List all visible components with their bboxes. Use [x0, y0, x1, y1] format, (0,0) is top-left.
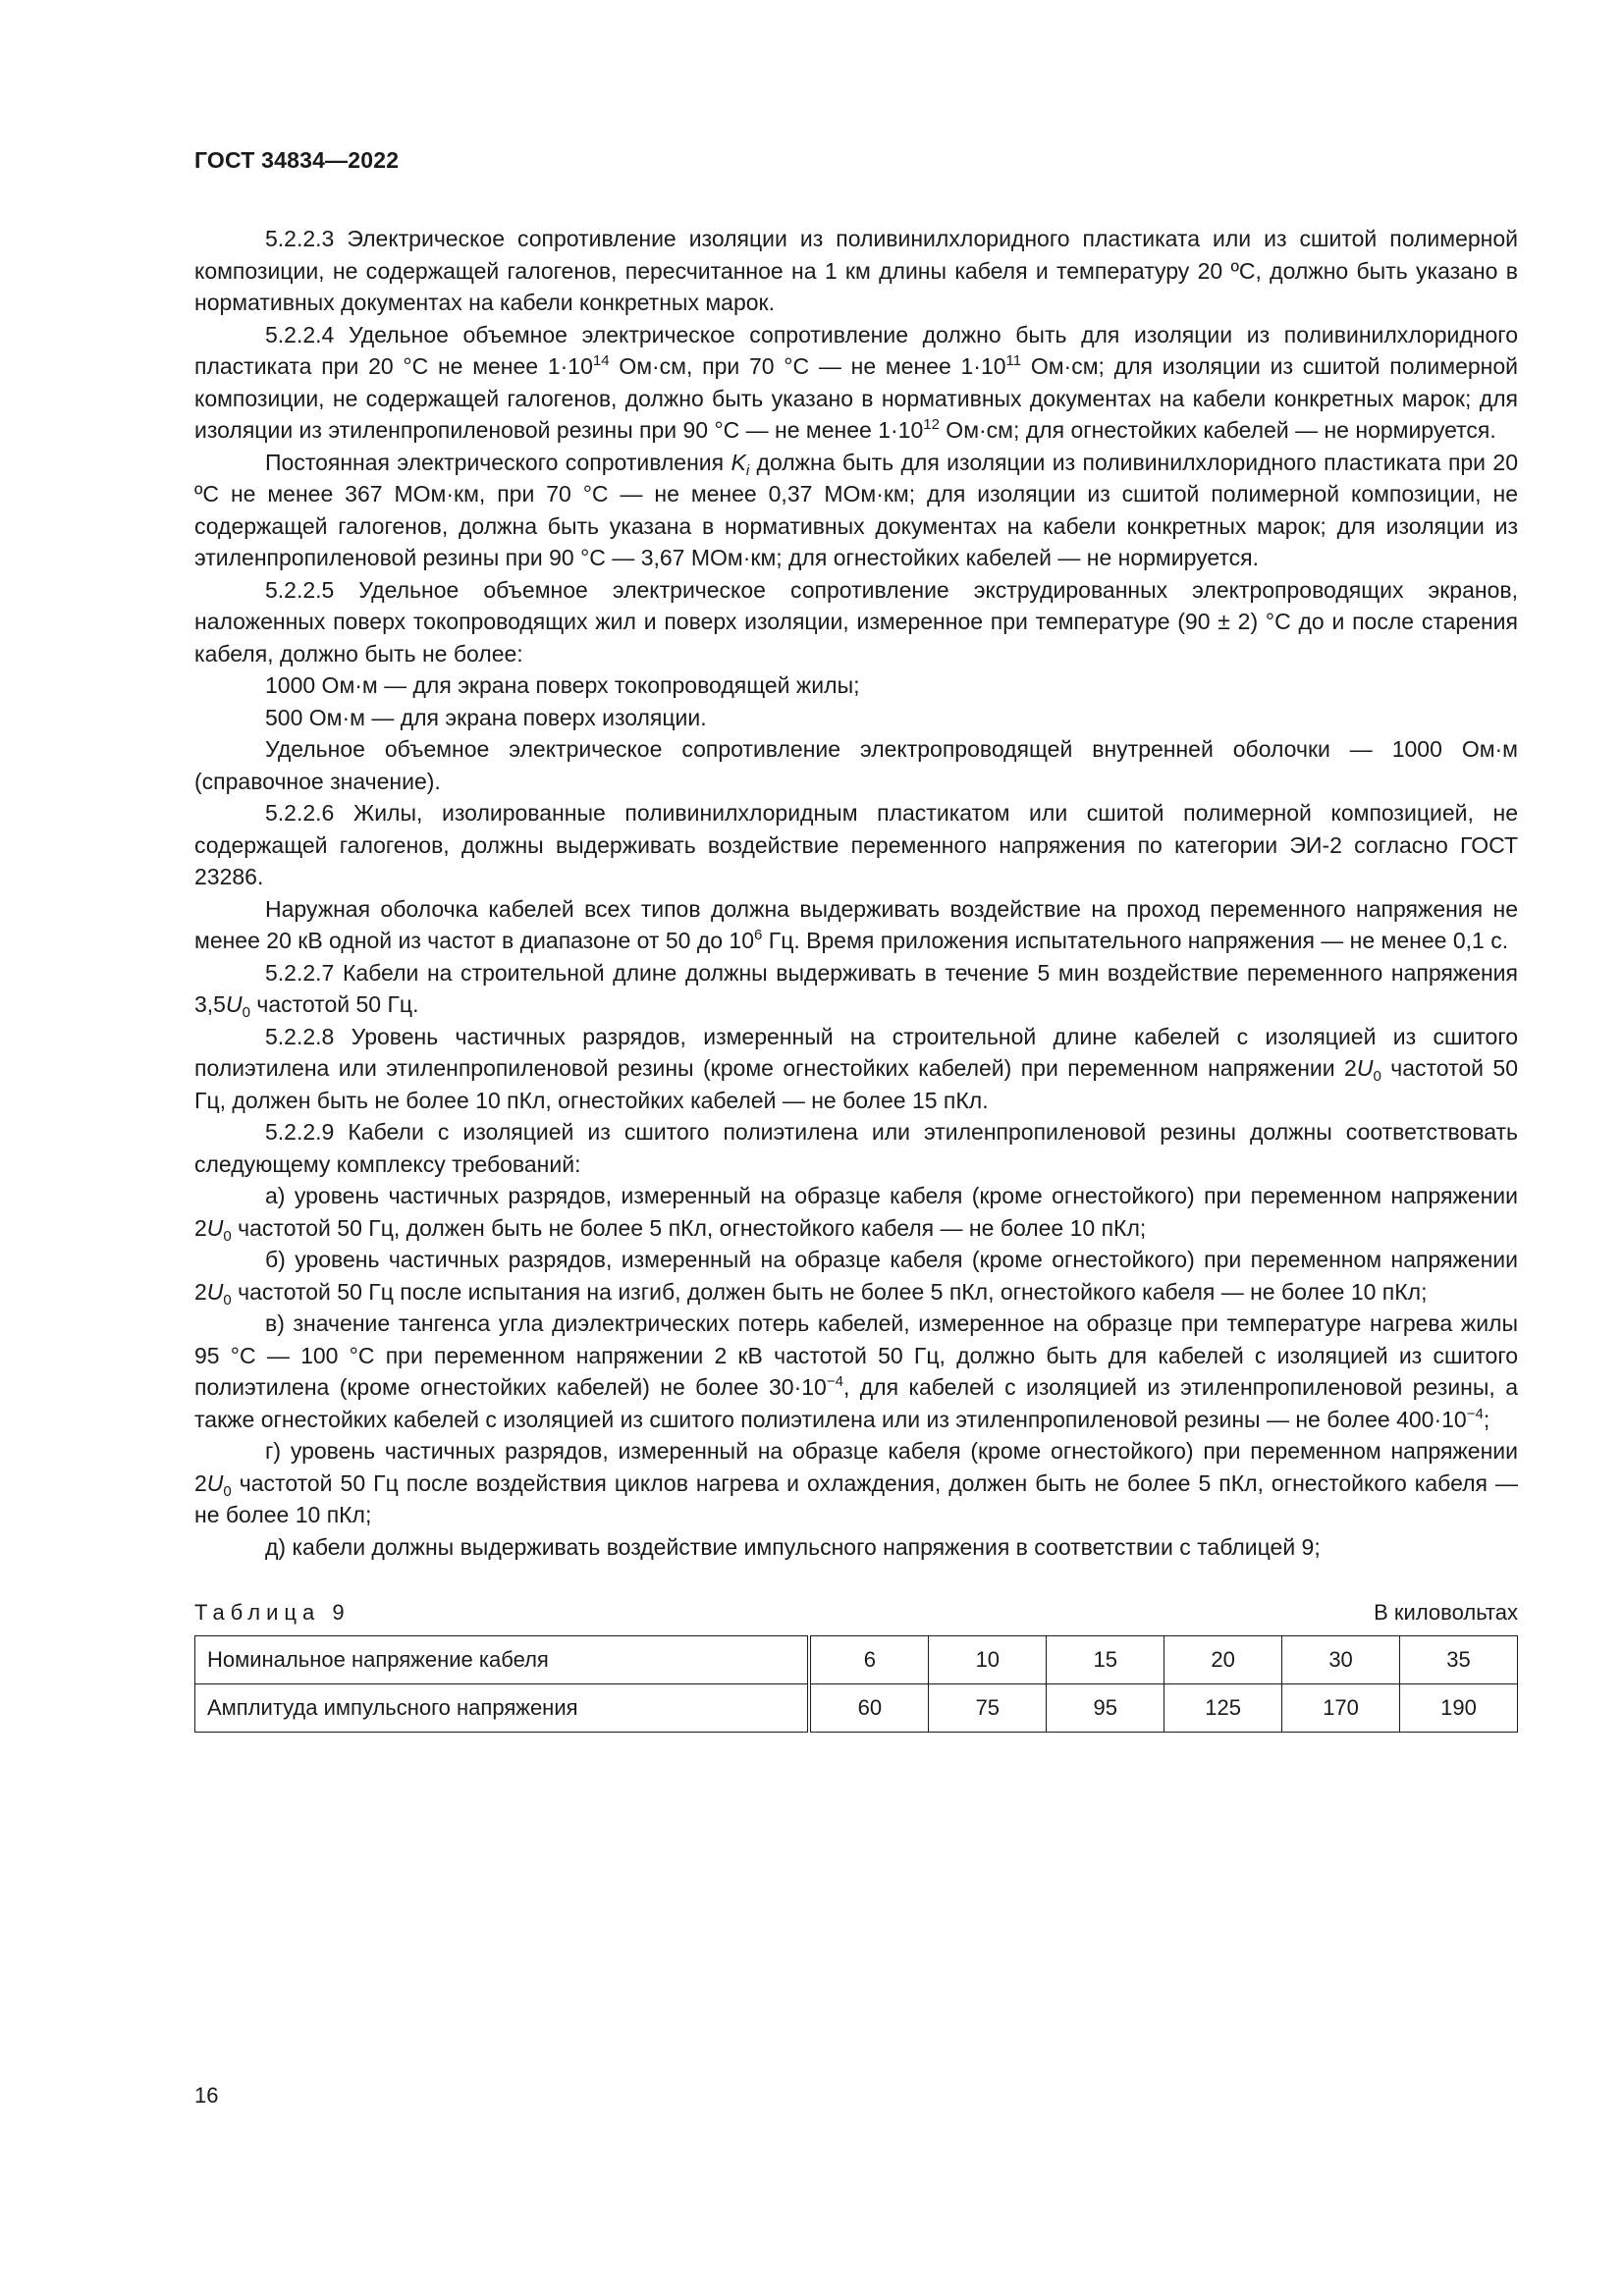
paragraph-text: 5.2.2.4 Удельное объемное электрическое сопротивление должно быть для изоляции из поливинилхлоридного пластиката при 20 °С не менее 1·10: [194, 321, 1518, 379]
symbol-k: K: [731, 449, 746, 475]
table-cell: 125: [1164, 1684, 1282, 1733]
paragraph-text: частотой 50 Гц, должен быть не более 5 пКл, огнестойкого кабеля — не более 10 пКл;: [231, 1214, 1147, 1241]
table-cell: 30: [1282, 1636, 1400, 1684]
list-item-a: [194, 1180, 1518, 1244]
superscript: 6: [754, 927, 763, 943]
paragraph-screen-insulation: [194, 702, 1518, 734]
table-units: В киловольтах: [1374, 1600, 1518, 1625]
paragraph-5-2-2-6: [194, 797, 1518, 893]
paragraph-text: г) уровень частичных разрядов, измеренный на образце кабеля (кроме огнестойкого) при переменном напряжении 2: [194, 1438, 1518, 1496]
paragraph-text: Наружная оболочка кабелей всех типов должна выдерживать воздействие на проход переменного напряжения не менее 20 кВ одной из частот в диапазоне от 50 до 10: [194, 895, 1518, 953]
document-page: [194, 147, 1518, 1733]
paragraph-5-2-2-8: [194, 1021, 1518, 1117]
list-item-v: [194, 1308, 1518, 1435]
table-cell: 75: [929, 1684, 1047, 1733]
paragraph-text: 500 Ом·м — для экрана поверх изоляции.: [265, 704, 707, 730]
paragraph-screen-conductor: [194, 669, 1518, 702]
paragraph-text: ;: [1483, 1406, 1490, 1432]
paragraph-text: Ом·см, при 70 °С — не менее 1·10: [609, 353, 1006, 379]
row-header: Номинальное напряжение кабеля: [195, 1636, 810, 1684]
paragraph-5-2-2-5: [194, 574, 1518, 670]
table-cell: 95: [1047, 1684, 1164, 1733]
symbol-u: U: [206, 1278, 224, 1305]
superscript: 14: [592, 352, 610, 369]
superscript: 11: [1005, 352, 1022, 369]
paragraph-text: 5.2.2.6 Жилы, изолированные поливинилхлоридным пластикатом или сшитой полимерной композицией, не содержащей галогенов, должны выдерживать воздействие переменного напряжения по категории ЭИ-2 согласно ГОСТ 23286.: [194, 800, 1518, 889]
paragraph-text: 5.2.2.8 Уровень частичных разрядов, измеренный на строительной длине кабелей с изоляцией из сшитого полиэтилена или этиленпропиленовой резины (кроме огнестойких кабелей) при переменном напряжении 2: [194, 1023, 1518, 1081]
paragraph-text: д) кабели должны выдерживать воздействие импульсного напряжения в соответствии с таблицей 9;: [265, 1533, 1321, 1560]
superscript: 12: [923, 416, 940, 433]
paragraph-text: 5.2.2.5 Удельное объемное электрическое сопротивление экструдированных электропроводящих экранов, наложенных поверх токопроводящих жил и поверх изоляции, измеренное при температуре (90 ± 2) °С до и после старения кабеля, должно быть не более:: [194, 576, 1518, 667]
paragraph-text: а) уровень частичных разрядов, измеренный на образце кабеля (кроме огнестойкого) при переменном напряжении 2: [194, 1183, 1518, 1241]
superscript: −4: [826, 1373, 843, 1390]
paragraph-resistance-constant: [194, 447, 1518, 574]
subscript: 0: [223, 1291, 232, 1308]
table-cell: 10: [929, 1636, 1047, 1684]
table-label: Таблица 9: [194, 1600, 351, 1625]
list-item-b: [194, 1244, 1518, 1308]
paragraph-text: Ом·см; для изоляции из сшитой полимерной композиции, не содержащей галогенов, должно быть указано в нормативных документах на кабели конкретных марок; для изоляции из этиленпропиленовой резины при 90 °С — не менее 1·10: [194, 353, 1518, 443]
paragraph-text: 5.2.2.3 Электрическое сопротивление изоляции из поливинилхлоридного пластиката или из сшитой полимерной композиции, не содержащей галогенов, пересчитанное на 1 км длины кабеля и температуру 20 ºС, должно быть указано в нормативных документах на кабели конкретных марок.: [194, 226, 1518, 315]
subscript: 0: [1373, 1068, 1381, 1085]
table-row: [195, 1684, 1518, 1733]
paragraph-text: должна быть для изоляции из поливинилхлоридного пластиката при 20 ºС не менее 367 МОм·км, при 70 °С — не менее 0,37 МОм·км; для изоляции из сшитой полимерной композиции, не содержащей галогенов, должна быть указана в нормативных документах на кабели конкретных марок; для изоляции из этиленпропиленовой резины при 90 °С — 3,67 МОм·км; для огнестойких кабелей — не нормируется.: [194, 449, 1518, 570]
paragraph-text: 5.2.2.9 Кабели с изоляцией из сшитого полиэтилена или этиленпропиленовой резины должны соответствовать следующему комплексу требований:: [194, 1119, 1518, 1177]
superscript: −4: [1466, 1405, 1484, 1422]
paragraph-text: частотой 50 Гц после испытания на изгиб, должен быть не более 5 пКл, огнестойкого кабеля — не более 10 пКл;: [231, 1278, 1428, 1305]
list-item-g: [194, 1435, 1518, 1531]
paragraph-text: 1000 Ом·м — для экрана поверх токопроводящей жилы;: [265, 672, 860, 698]
paragraph-text: Постоянная электрического сопротивления: [265, 449, 731, 475]
table-cell: 60: [809, 1684, 928, 1733]
paragraph-text: , для кабелей с изоляцией из этиленпропиленовой резины, а также огнестойких кабелей с изоляцией из сшитого полиэтилена или из этиленпропиленовой резины — не более 400·10: [194, 1374, 1518, 1432]
paragraph-text: Ом·см; для огнестойких кабелей — не нормируется.: [939, 417, 1496, 443]
table-cell: 20: [1164, 1636, 1282, 1684]
symbol-u: U: [225, 991, 243, 1017]
paragraph-5-2-2-9: [194, 1116, 1518, 1180]
paragraph-text: частотой 50 Гц после воздействия циклов нагрева и охлаждения, должен быть не более 5 пКл, огнестойкого кабеля — не более 10 пКл;: [194, 1469, 1518, 1527]
paragraph-text: частотой 50 Гц, должен быть не более 10 пКл, огнестойких кабелей — не более 15 пКл.: [194, 1055, 1518, 1113]
symbol-u: U: [206, 1214, 224, 1241]
subscript: 0: [242, 1004, 250, 1021]
table-cell: 6: [809, 1636, 928, 1684]
subscript: 0: [223, 1227, 232, 1245]
table-9: [194, 1635, 1518, 1733]
paragraph-text: Гц. Время приложения испытательного напряжения — не менее 0,1 с.: [762, 928, 1509, 953]
table-cell: 15: [1047, 1636, 1164, 1684]
symbol-u: U: [206, 1469, 224, 1496]
document-header: ГОСТ 34834—2022: [194, 147, 400, 173]
symbol-u: U: [1356, 1055, 1374, 1081]
paragraph-text: 5.2.2.7 Кабели на строительной длине должны выдерживать в течение 5 мин воздействие переменного напряжения 3,5: [194, 959, 1518, 1017]
table-cell: 170: [1282, 1684, 1400, 1733]
paragraph-inner-sheath: [194, 733, 1518, 797]
paragraph-5-2-2-7: [194, 957, 1518, 1021]
paragraph-5-2-2-4: [194, 319, 1518, 447]
paragraph-text: в) значение тангенса угла диэлектрических потерь кабелей, измеренное на образце при температуре нагрева жилы 95 °С — 100 °С при переменном напряжении 2 кВ частотой 50 Гц, должно быть для кабелей с изоляцией из сшитого полиэтилена (кроме огнестойких кабелей) не более 30·10: [194, 1310, 1518, 1400]
paragraph-text: б) уровень частичных разрядов, измеренный на образце кабеля (кроме огнестойкого) при переменном напряжении 2: [194, 1247, 1518, 1305]
paragraph-outer-sheath: [194, 893, 1518, 957]
page-number: 16: [194, 2083, 219, 2108]
paragraph-text: частотой 50 Гц.: [249, 991, 419, 1017]
table-cell: 35: [1400, 1636, 1518, 1684]
row-header: Амплитуда импульсного напряжения: [195, 1684, 810, 1733]
list-item-d: [194, 1531, 1518, 1564]
table-caption: [194, 1600, 1518, 1626]
paragraph-text: Удельное объемное электрическое сопротивление электропроводящей внутренней оболочки — 1000 Ом·м (справочное значение).: [194, 736, 1518, 794]
paragraph-5-2-2-3: [194, 223, 1518, 319]
table-row: [195, 1636, 1518, 1684]
table-cell: 190: [1400, 1684, 1518, 1733]
subscript: i: [745, 461, 750, 479]
subscript: 0: [223, 1482, 232, 1500]
